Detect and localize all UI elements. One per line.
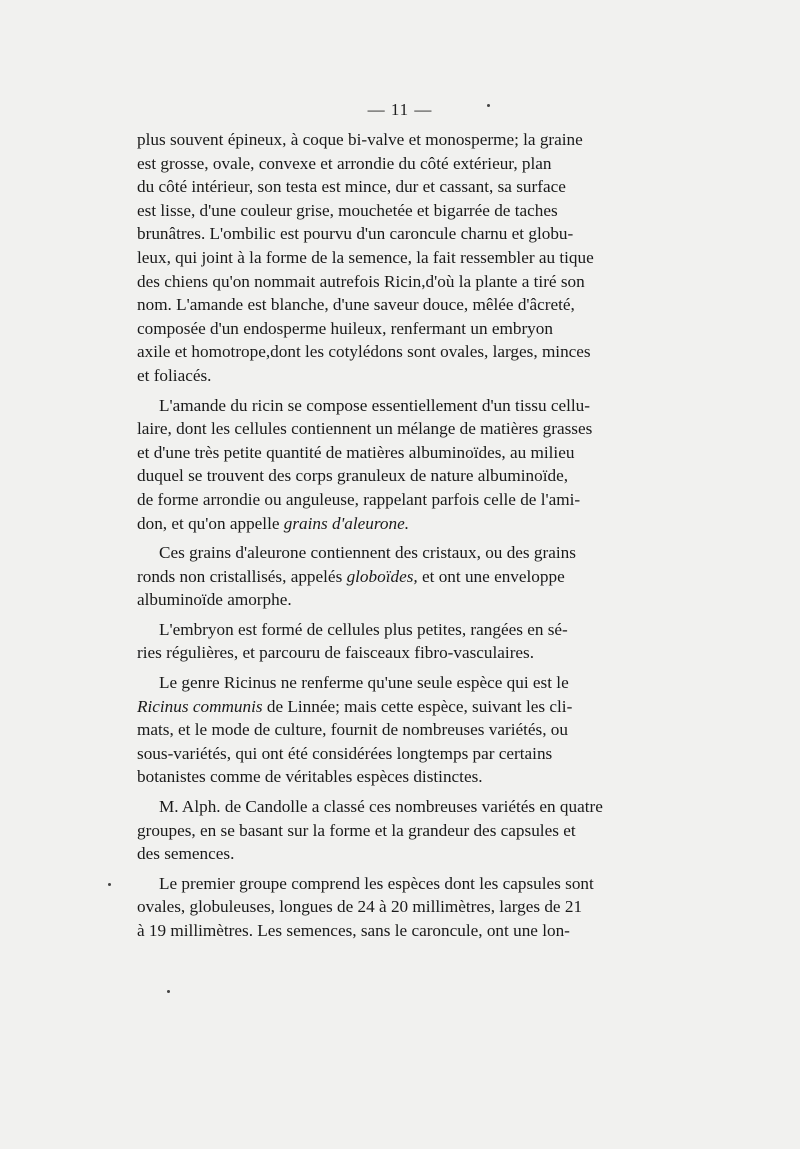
italic-term: grains d'aleurone. — [283, 513, 410, 533]
paragraph-3 — [137, 541, 657, 612]
text-line: et foliacés. — [137, 365, 212, 385]
ink-speck — [108, 883, 111, 886]
text-line: des semences. — [137, 844, 235, 864]
text-line: est lisse, d'une couleur grise, mouchetée et bigarrée de taches — [137, 200, 558, 220]
text-line: botanistes comme de véritables espèces distinctes. — [137, 767, 483, 787]
text-line: à 19 millimètres. Les semences, sans le caroncule, ont une lon- — [137, 921, 570, 940]
paragraph-1 — [137, 128, 657, 388]
text-line: brunâtres. L'ombilic est pourvu d'un caroncule charnu et globu- — [137, 224, 574, 244]
text-segment: don, et qu'on appelle — [137, 513, 284, 533]
text-line: nom. L'amande est blanche, d'une saveur douce, mêlée d'âcreté, — [137, 295, 575, 315]
text-line: sous-variétés, qui ont été considérées longtemps par certains — [137, 743, 553, 763]
text-line: laire, dont les cellules contiennent un mélange de matières grasses — [137, 419, 593, 439]
ink-speck — [487, 104, 490, 107]
paragraph-2 — [137, 394, 657, 536]
text-line: L'amande du ricin se compose essentiellement d'un tissu cellu- — [159, 395, 590, 415]
paragraph-5 — [137, 671, 657, 789]
body-text — [137, 128, 657, 943]
text-line — [137, 565, 657, 589]
text-line: Ces grains d'aleurone contiennent des cristaux, ou des grains — [159, 543, 576, 563]
text-line — [137, 512, 657, 536]
text-line: de forme arrondie ou anguleuse, rappelant parfois celle de l'ami- — [137, 489, 581, 509]
text-segment: ronds non cristallisés, appelés — [137, 566, 347, 586]
text-line: M. Alph. de Candolle a classé ces nombreuses variétés en quatre — [159, 797, 603, 817]
text-segment: et ont une enveloppe — [417, 566, 565, 586]
text-line: Le premier groupe comprend les espèces dont les capsules sont — [159, 873, 594, 893]
text-line: et d'une très petite quantité de matières albuminoïdes, au milieu — [137, 442, 575, 462]
paragraph-4 — [137, 618, 657, 665]
ink-speck — [167, 990, 170, 993]
text-line — [137, 695, 657, 719]
text-line: composée d'un endosperme huileux, renfermant un embryon — [137, 318, 553, 338]
text-line: Le genre Ricinus ne renferme qu'une seule espèce qui est le — [159, 673, 569, 693]
text-line: est grosse, ovale, convexe et arrondie du côté extérieur, plan — [137, 153, 552, 173]
paragraph-7 — [137, 872, 657, 943]
text-line: albuminoïde amorphe. — [137, 590, 292, 610]
italic-term: Ricinus communis — [137, 696, 263, 716]
text-line: des chiens qu'on nommait autrefois Ricin,d'où la plante a tiré son — [137, 271, 585, 291]
text-line: L'embryon est formé de cellules plus petites, rangées en sé- — [159, 619, 568, 639]
text-line: ovales, globuleuses, longues de 24 à 20 millimètres, larges de 21 — [137, 897, 583, 917]
text-line: plus souvent épineux, à coque bi-valve et monosperme; la graine — [137, 130, 583, 149]
text-line: mats, et le mode de culture, fournit de nombreuses variétés, ou — [137, 720, 568, 740]
italic-term: globoïdes, — [346, 566, 418, 586]
text-line: leux, qui joint à la forme de la semence, la fait ressembler au tique — [137, 247, 594, 267]
text-line: axile et homotrope,dont les cotylédons sont ovales, larges, minces — [137, 342, 591, 362]
text-line: groupes, en se basant sur la forme et la grandeur des capsules et — [137, 820, 576, 840]
paragraph-6 — [137, 795, 657, 866]
text-segment: de Linnée; mais cette espèce, suivant les cli- — [262, 696, 573, 716]
text-line: ries régulières, et parcouru de faisceaux fibro-vasculaires. — [137, 643, 535, 663]
page-number: — 11 — — [367, 100, 433, 119]
text-line: du côté intérieur, son testa est mince, dur et cassant, sa surface — [137, 177, 566, 197]
text-line: duquel se trouvent des corps granuleux de nature albuminoïde, — [137, 466, 568, 486]
